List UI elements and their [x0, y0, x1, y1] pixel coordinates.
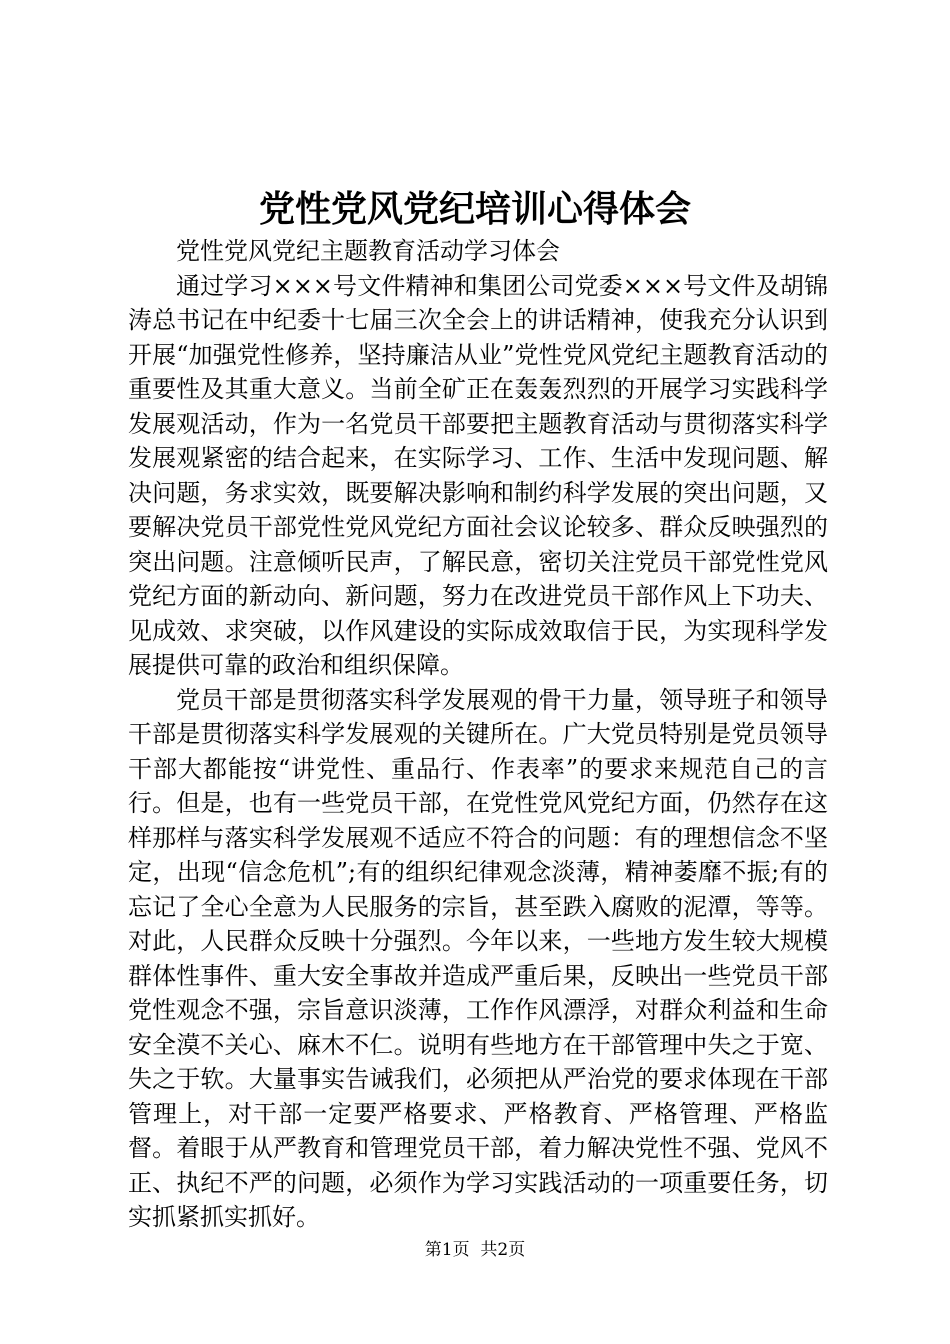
page-number-footer: 第1页 共2页 — [424, 1240, 526, 1260]
body-paragraph: 通过学习×××号文件精神和集团公司党委×××号文件及胡锦涛总书记在中纪委十七届三次全会上的讲话精神，使我充分认识到开展“加强党性修养，坚持廉洁从业”党性党风党纪主题教育活动的重要性及其重大意义。当前全矿正在轰轰烈烈的开展学习实践科学发展观活动，作为一名党员干部要把主题教育活动与贯彻落实科学发展观紧密的结合起来，在实际学习、工作、生活中发现问题、解决问题，务求实效，既要解决影响和制约科学发展的突出问题，又要解决党员干部党性党风党纪方面社会议论较多、群众反映强烈的突出问题。注意倾听民声，了解民意，密切关注党员干部党性党风党纪方面的新动向、新问题，努力在改进党员干部作风上下功夫、见成效、求突破，以作风建设的实际成效取信于民，为实现科学发展提供可靠的政治和组织保障。 — [128, 271, 828, 679]
document-title: 党性党风党纪培训心得体会 — [258, 188, 691, 230]
document-subtitle: 党性党风党纪主题教育活动学习体会 — [176, 237, 560, 265]
document-body — [128, 234, 828, 1235]
body-paragraph: 党员干部是贯彻落实科学发展观的骨干力量，领导班子和领导干部是贯彻落实科学发展观的关键所在。广大党员特别是党员领导干部大都能按“讲党性、重品行、作表率”的要求来规范自己的言行。但是，也有一些党员干部，在党性党风党纪方面，仍然存在这样那样与落实科学发展观不适应不符合的问题：有的理想信念不坚定，出现“信念危机”;有的组织纪律观念淡薄，精神萎靡不振;有的忘记了全心全意为人民服务的宗旨，甚至跌入腐败的泥潭，等等。对此，人民群众反映十分强烈。今年以来，一些地方发生较大规模群体性事件、重大安全事故并造成严重后果，反映出一些党员干部党性观念不强，宗旨意识淡薄，工作作风漂浮，对群众利益和生命安全漠不关心、麻木不仁。说明有些地方在干部管理中失之于宽、失之于软。大量事实告诫我们，必须把从严治党的要求体现在干部管理上，对干部一定要严格要求、严格教育、严格管理、严格监督。着眼于从严教育和管理党员干部，着力解决党性不强、党风不正、执纪不严的问题，必须作为学习实践活动的一项重要任务，切实抓紧抓实抓好。 — [128, 685, 828, 1231]
